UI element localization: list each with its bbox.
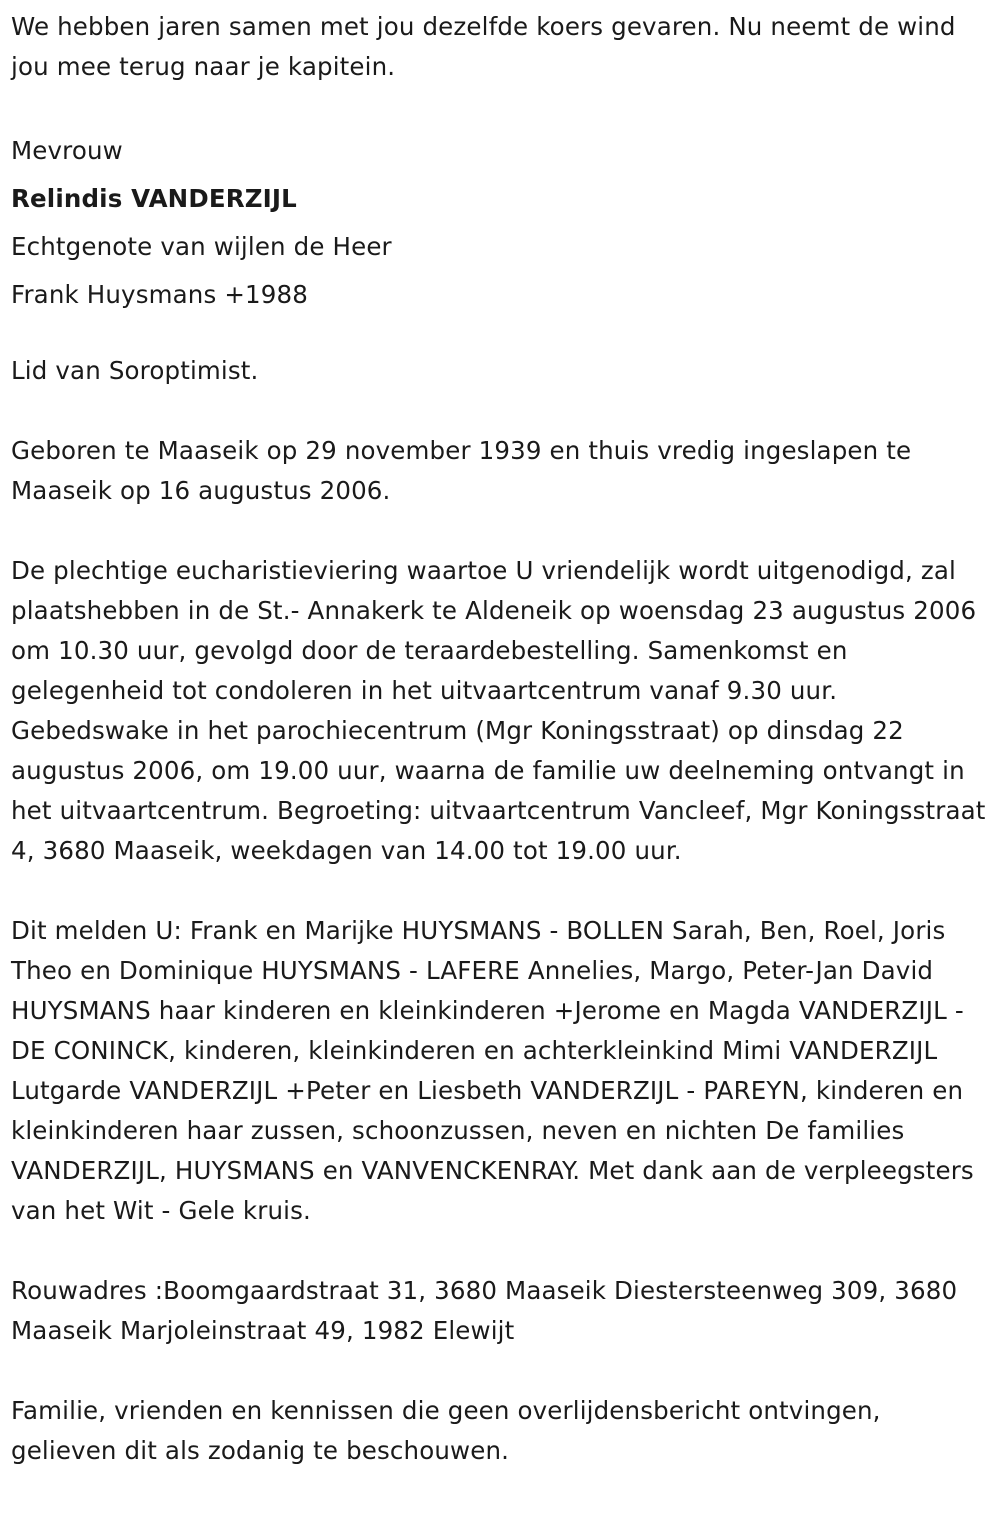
spacer — [11, 871, 991, 911]
closing-note: Familie, vrienden en kennissen die geen overlijdensbericht ontvingen, gelieven dit als zodanig te beschouwen. — [11, 1396, 881, 1465]
announcers: Dit melden U: Frank en Marijke HUYSMANS - BOLLEN Sarah, Ben, Roel, Joris Theo en Dominique HUYSMANS - LAFERE Annelies, Margo, Peter-Jan David HUYSMANS haar kinderen en kleinkinderen +Jerome en Magda VANDERZIJL - DE CONINCK, kinderen, kleinkinderen en achterkleinkind Mimi VANDERZIJL Lutgarde VANDERZIJL +Peter en Liesbeth VANDERZIJL - PAREYN, kinderen en kleinkinderen haar zussen, schoonzussen, neven en nichten De families VANDERZIJL, HUYSMANS en VANVENCKENRAY. Met dank aan de verpleegsters van het Wit - Gele kruis. — [11, 916, 974, 1225]
membership: Lid van Soroptimist. — [11, 356, 259, 385]
spacer — [11, 87, 991, 127]
spouse-line-1: Echtgenote van wijlen de Heer — [11, 232, 392, 261]
spacer — [11, 1351, 991, 1391]
intro-quote: We hebben jaren samen met jou dezelfde koers gevaren. Nu neemt de wind jou mee terug naar je kapitein. — [11, 12, 956, 81]
spacer — [11, 391, 991, 431]
mourning-address: Rouwadres :Boomgaardstraat 31, 3680 Maaseik Diestersteenweg 309, 3680 Maaseik Marjoleinstraat 49, 1982 Elewijt — [11, 1276, 958, 1345]
obituary-document — [11, 7, 991, 1471]
spacer — [11, 511, 991, 551]
deceased-name: Relindis VANDERZIJL — [11, 184, 297, 213]
spacer — [11, 319, 991, 351]
spouse-line-2: Frank Huysmans +1988 — [11, 280, 308, 309]
spacer — [11, 1231, 991, 1271]
honorific: Mevrouw — [11, 136, 123, 165]
ceremony-details: De plechtige eucharistieviering waartoe U vriendelijk wordt uitgenodigd, zal plaatshebben in de St.- Annakerk te Aldeneik op woensdag 23 augustus 2006 om 10.30 uur, gevolgd door de teraardebestelling. Samenkomst en gelegenheid tot condoleren in het uitvaartcentrum vanaf 9.30 uur. Gebedswake in het parochiecentrum (Mgr Koningsstraat) op dinsdag 22 augustus 2006, om 19.00 uur, waarna de familie uw deelneming ontvangt in het uitvaartcentrum. Begroeting: uitvaartcentrum Vancleef, Mgr Koningsstraat 4, 3680 Maaseik, weekdagen van 14.00 tot 19.00 uur. — [11, 556, 986, 865]
birth-death: Geboren te Maaseik op 29 november 1939 en thuis vredig ingeslapen te Maaseik op 16 augustus 2006. — [11, 436, 912, 505]
